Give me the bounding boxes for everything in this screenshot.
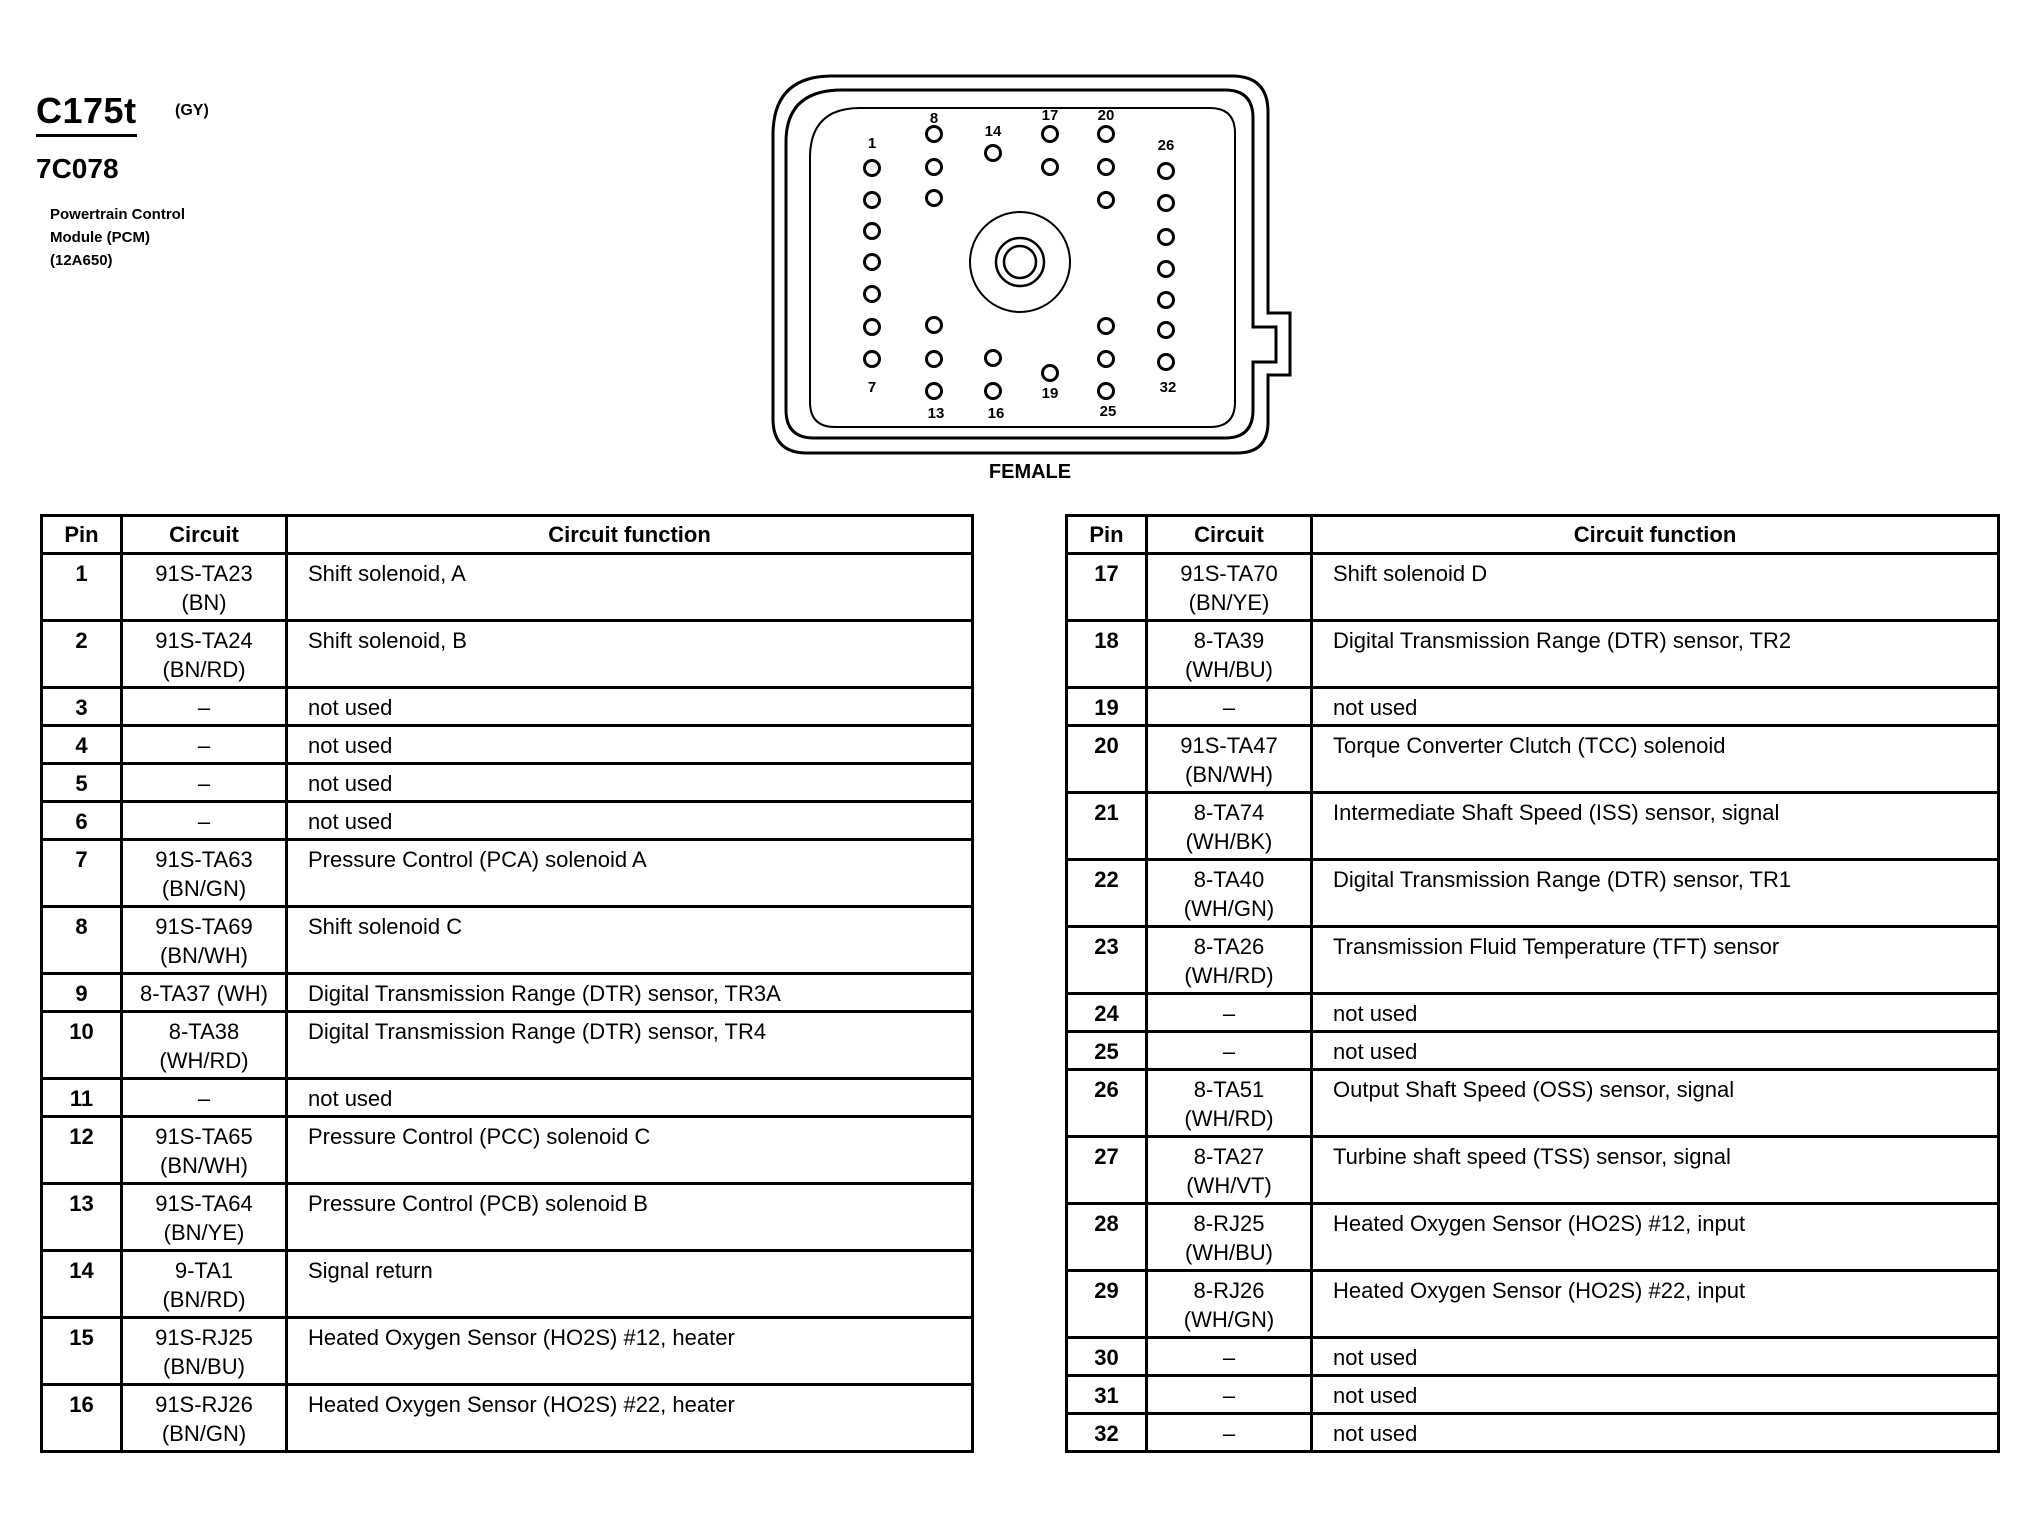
pin-number: 19 — [1067, 688, 1147, 726]
connector-face-diagram — [0, 0, 2027, 500]
circuit-function: Pressure Control (PCB) solenoid B — [287, 1184, 973, 1251]
table-row — [1067, 554, 1999, 621]
table-row — [42, 974, 973, 1012]
circuit-function: not used — [287, 1079, 973, 1117]
circuit-function: not used — [1312, 1376, 1999, 1414]
description-line: Module (PCM) — [50, 229, 150, 246]
pin-number: 5 — [42, 764, 122, 802]
pin-hole — [1099, 352, 1114, 367]
circuit-code: 8-TA26 (WH/RD) — [1147, 927, 1312, 994]
circuit-code: 8-RJ26 (WH/GN) — [1147, 1271, 1312, 1338]
circuit-function: not used — [1312, 994, 1999, 1032]
part-number: 7C078 — [36, 153, 119, 184]
circuit-code: 91S-TA70 (BN/YE) — [1147, 554, 1312, 621]
table-row — [1067, 1376, 1999, 1414]
pin-hole — [986, 146, 1001, 161]
circuit-code: – — [122, 688, 287, 726]
circuit-function: Digital Transmission Range (DTR) sensor, TR1 — [1312, 860, 1999, 927]
pin-hole — [1159, 196, 1174, 211]
table-row — [1067, 1271, 1999, 1338]
circuit-function: not used — [287, 802, 973, 840]
pin-number: 31 — [1067, 1376, 1147, 1414]
table-row — [1067, 1137, 1999, 1204]
pin-number: 24 — [1067, 994, 1147, 1032]
circuit-code: 8-TA38 (WH/RD) — [122, 1012, 287, 1079]
header-function: Circuit function — [287, 516, 973, 554]
table-row — [42, 1079, 973, 1117]
pin-hole — [865, 320, 880, 335]
pin-hole — [865, 224, 880, 239]
center-boss — [970, 212, 1070, 312]
circuit-function: Heated Oxygen Sensor (HO2S) #12, input — [1312, 1204, 1999, 1271]
circuit-function: not used — [1312, 1414, 1999, 1452]
connector-inner-shell — [786, 90, 1276, 438]
pin-label: 13 — [927, 405, 945, 422]
table-header-row — [1067, 516, 1999, 554]
circuit-code: 8-TA27 (WH/VT) — [1147, 1137, 1312, 1204]
pin-number: 23 — [1067, 927, 1147, 994]
pin-hole — [865, 352, 880, 367]
circuit-function: Shift solenoid C — [287, 907, 973, 974]
pin-hole — [1099, 160, 1114, 175]
circuit-function: not used — [1312, 688, 1999, 726]
table-row — [42, 1117, 973, 1184]
pinout-table-left — [40, 514, 974, 1453]
circuit-function: not used — [1312, 1032, 1999, 1070]
pin-number: 17 — [1067, 554, 1147, 621]
pin-hole — [1099, 193, 1114, 208]
pin-label: 26 — [1157, 137, 1175, 154]
pin-number: 18 — [1067, 621, 1147, 688]
table-row — [1067, 994, 1999, 1032]
pin-number: 2 — [42, 621, 122, 688]
circuit-function: Digital Transmission Range (DTR) sensor, TR2 — [1312, 621, 1999, 688]
circuit-function: Shift solenoid, B — [287, 621, 973, 688]
header-circuit: Circuit — [1147, 516, 1312, 554]
circuit-code: 8-TA51 (WH/RD) — [1147, 1070, 1312, 1137]
circuit-code: 91S-RJ26 (BN/GN) — [122, 1385, 287, 1452]
table-row — [1067, 621, 1999, 688]
pin-hole — [1159, 323, 1174, 338]
pin-hole — [1159, 230, 1174, 245]
table-row — [42, 1012, 973, 1079]
pin-number: 3 — [42, 688, 122, 726]
circuit-function: not used — [287, 764, 973, 802]
circuit-code: – — [1147, 688, 1312, 726]
circuit-code: 91S-TA63 (BN/GN) — [122, 840, 287, 907]
table-row — [1067, 1070, 1999, 1137]
pin-number: 4 — [42, 726, 122, 764]
pin-hole — [865, 255, 880, 270]
pin-number-labels — [868, 107, 1177, 422]
pin-label: 7 — [867, 379, 877, 396]
circuit-function: Shift solenoid, A — [287, 554, 973, 621]
connector-color: (GY) — [175, 102, 209, 119]
pin-hole — [1159, 262, 1174, 277]
pin-hole — [927, 127, 942, 142]
pin-hole — [1099, 384, 1114, 399]
circuit-code: – — [1147, 1376, 1312, 1414]
pin-label: 17 — [1041, 107, 1059, 124]
pin-holes — [865, 127, 1174, 399]
table-row — [42, 1385, 973, 1452]
table-row — [42, 1318, 973, 1385]
circuit-function: Heated Oxygen Sensor (HO2S) #22, heater — [287, 1385, 973, 1452]
pin-number: 6 — [42, 802, 122, 840]
table-row — [1067, 1204, 1999, 1271]
circuit-code: 91S-TA23 (BN) — [122, 554, 287, 621]
pin-hole — [1159, 355, 1174, 370]
pinout-table-right — [1065, 514, 2000, 1453]
pin-number: 7 — [42, 840, 122, 907]
table-row — [42, 688, 973, 726]
circuit-function: Intermediate Shaft Speed (ISS) sensor, signal — [1312, 793, 1999, 860]
circuit-code: 8-TA40 (WH/GN) — [1147, 860, 1312, 927]
pin-label: 16 — [987, 405, 1005, 422]
table-row — [1067, 1414, 1999, 1452]
circuit-code: – — [122, 764, 287, 802]
circuit-code: 8-TA74 (WH/BK) — [1147, 793, 1312, 860]
pin-number: 29 — [1067, 1271, 1147, 1338]
pin-number: 1 — [42, 554, 122, 621]
pin-hole — [1043, 127, 1058, 142]
circuit-code: 8-RJ25 (WH/BU) — [1147, 1204, 1312, 1271]
pin-hole — [986, 384, 1001, 399]
circuit-function: Heated Oxygen Sensor (HO2S) #22, input — [1312, 1271, 1999, 1338]
table-row — [1067, 927, 1999, 994]
pin-number: 9 — [42, 974, 122, 1012]
connector-outer-shell — [773, 76, 1290, 453]
pin-number: 32 — [1067, 1414, 1147, 1452]
pin-label: 25 — [1099, 403, 1117, 420]
table-row — [1067, 1338, 1999, 1376]
circuit-function: not used — [287, 726, 973, 764]
table-header-row — [42, 516, 973, 554]
circuit-code: 8-TA37 (WH) — [122, 974, 287, 1012]
pin-number: 13 — [42, 1184, 122, 1251]
header-circuit: Circuit — [122, 516, 287, 554]
table-row — [42, 1184, 973, 1251]
pin-label: 1 — [867, 135, 877, 152]
table-row — [1067, 688, 1999, 726]
circuit-code: – — [1147, 1414, 1312, 1452]
table-row — [42, 907, 973, 974]
pin-hole — [865, 161, 880, 176]
pin-label: 8 — [929, 110, 939, 127]
pin-hole — [927, 318, 942, 333]
header-function: Circuit function — [1312, 516, 1999, 554]
pin-number: 26 — [1067, 1070, 1147, 1137]
pin-number: 27 — [1067, 1137, 1147, 1204]
pin-number: 15 — [42, 1318, 122, 1385]
pin-hole — [1099, 319, 1114, 334]
pin-hole — [927, 160, 942, 175]
circuit-function: Turbine shaft speed (TSS) sensor, signal — [1312, 1137, 1999, 1204]
circuit-function: Torque Converter Clutch (TCC) solenoid — [1312, 726, 1999, 793]
circuit-function: not used — [1312, 1338, 1999, 1376]
connector-face-label: FEMALE — [988, 461, 1072, 483]
pin-hole — [927, 384, 942, 399]
circuit-code: – — [122, 802, 287, 840]
pin-number: 11 — [42, 1079, 122, 1117]
pin-number: 8 — [42, 907, 122, 974]
pin-label: 32 — [1159, 379, 1177, 396]
description-line: Powertrain Control — [50, 206, 186, 223]
pin-hole — [1043, 160, 1058, 175]
table-row — [1067, 860, 1999, 927]
circuit-function: Shift solenoid D — [1312, 554, 1999, 621]
pin-number: 16 — [42, 1385, 122, 1452]
circuit-code: 8-TA39 (WH/BU) — [1147, 621, 1312, 688]
table-row — [1067, 1032, 1999, 1070]
header-pin: Pin — [42, 516, 122, 554]
pin-hole — [927, 191, 942, 206]
circuit-code: 91S-RJ25 (BN/BU) — [122, 1318, 287, 1385]
table-row — [42, 840, 973, 907]
table-row — [42, 1251, 973, 1318]
circuit-function: Transmission Fluid Temperature (TFT) sensor — [1312, 927, 1999, 994]
circuit-function: Signal return — [287, 1251, 973, 1318]
table-row — [1067, 726, 1999, 793]
pin-label: 19 — [1041, 385, 1059, 402]
circuit-code: 91S-TA24 (BN/RD) — [122, 621, 287, 688]
pin-hole — [865, 193, 880, 208]
pin-number: 12 — [42, 1117, 122, 1184]
pin-number: 22 — [1067, 860, 1147, 927]
pin-number: 14 — [42, 1251, 122, 1318]
pin-number: 28 — [1067, 1204, 1147, 1271]
circuit-function: Pressure Control (PCC) solenoid C — [287, 1117, 973, 1184]
table-row — [1067, 793, 1999, 860]
circuit-function: Digital Transmission Range (DTR) sensor, TR3A — [287, 974, 973, 1012]
pin-number: 25 — [1067, 1032, 1147, 1070]
circuit-code: 91S-TA64 (BN/YE) — [122, 1184, 287, 1251]
circuit-function: Digital Transmission Range (DTR) sensor, TR4 — [287, 1012, 973, 1079]
circuit-code: – — [1147, 994, 1312, 1032]
pinout-rows — [1067, 554, 1999, 1452]
circuit-code: 9-TA1 (BN/RD) — [122, 1251, 287, 1318]
circuit-function: not used — [287, 688, 973, 726]
table-row — [42, 554, 973, 621]
table-row — [42, 764, 973, 802]
table-row — [42, 726, 973, 764]
pin-number: 21 — [1067, 793, 1147, 860]
pin-hole — [927, 352, 942, 367]
description-line: (12A650) — [50, 252, 113, 269]
circuit-function: Pressure Control (PCA) solenoid A — [287, 840, 973, 907]
pin-hole — [865, 287, 880, 302]
circuit-code: – — [122, 1079, 287, 1117]
pin-hole — [986, 351, 1001, 366]
pin-number: 10 — [42, 1012, 122, 1079]
connector-id: C175t — [36, 90, 137, 137]
circuit-code: 91S-TA65 (BN/WH) — [122, 1117, 287, 1184]
pin-number: 30 — [1067, 1338, 1147, 1376]
pinout-rows — [42, 554, 973, 1452]
pin-number: 20 — [1067, 726, 1147, 793]
circuit-function: Heated Oxygen Sensor (HO2S) #12, heater — [287, 1318, 973, 1385]
pin-hole — [1043, 366, 1058, 381]
pin-hole — [1099, 127, 1114, 142]
pin-hole — [1159, 293, 1174, 308]
circuit-code: 91S-TA47 (BN/WH) — [1147, 726, 1312, 793]
circuit-code: 91S-TA69 (BN/WH) — [122, 907, 287, 974]
pin-label: 14 — [984, 123, 1002, 140]
header-pin: Pin — [1067, 516, 1147, 554]
pin-hole — [1159, 164, 1174, 179]
circuit-code: – — [1147, 1032, 1312, 1070]
circuit-code: – — [1147, 1338, 1312, 1376]
circuit-function: Output Shaft Speed (OSS) sensor, signal — [1312, 1070, 1999, 1137]
table-row — [42, 621, 973, 688]
table-row — [42, 802, 973, 840]
pin-label: 20 — [1097, 107, 1115, 124]
circuit-code: – — [122, 726, 287, 764]
